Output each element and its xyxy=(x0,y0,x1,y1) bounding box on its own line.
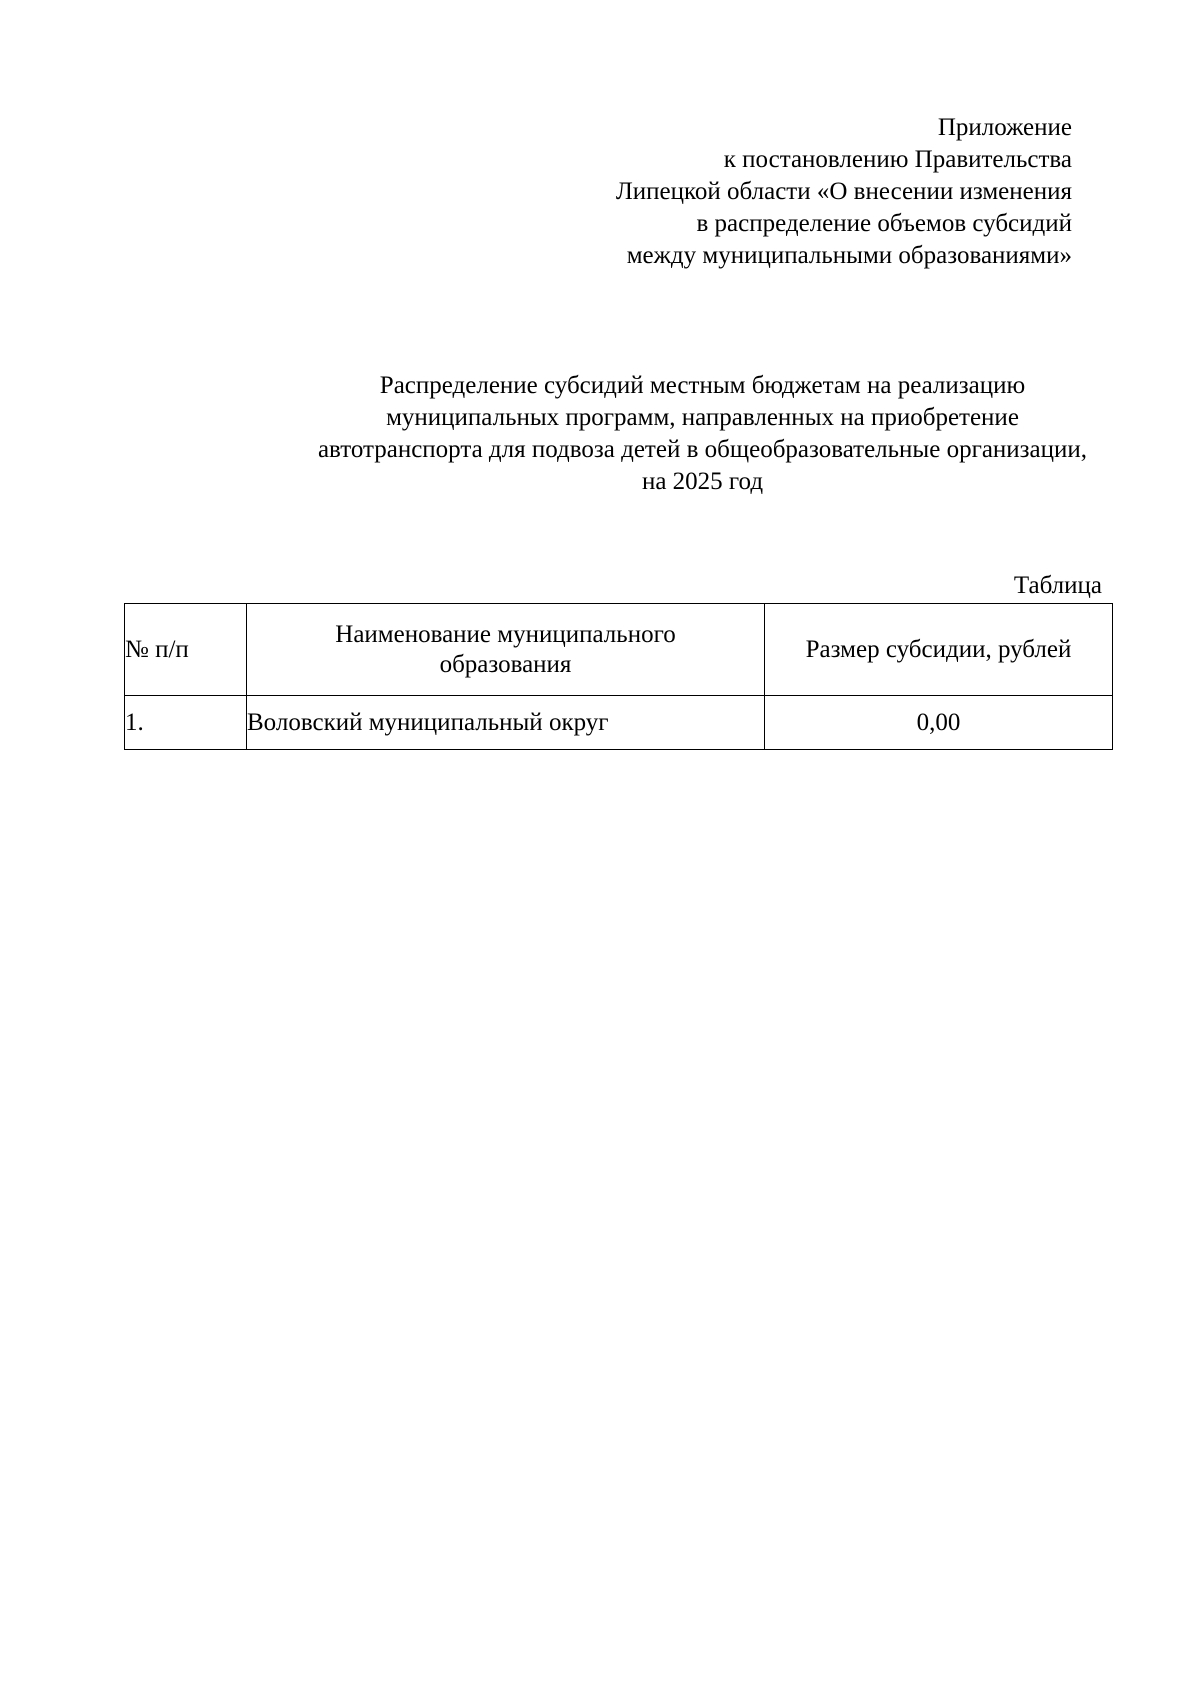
header-number: № п/п xyxy=(125,604,247,696)
title-line-1: Распределение субсидий местным бюджетам на реализацию xyxy=(379,372,1026,399)
title-line-3: автотранспорта для подвоза детей в общеобразовательные организации, xyxy=(317,436,1088,463)
header-amount: Размер субсидии, рублей xyxy=(765,604,1113,696)
annex-line-3: Липецкой области «О внесении изменения xyxy=(615,178,1072,205)
header-name xyxy=(247,604,765,696)
header-name-line-2: образования xyxy=(439,650,572,678)
header-name-line-1: Наименование муниципального xyxy=(335,620,676,648)
row-name: Воловский муниципальный округ xyxy=(247,696,765,750)
title-line-2: муниципальных программ, направленных на приобретение xyxy=(386,404,1019,431)
table-row xyxy=(125,696,1113,750)
subsidy-table xyxy=(124,603,1113,750)
document-title xyxy=(250,370,1155,498)
row-amount: 0,00 xyxy=(765,696,1113,750)
annex-line-1: Приложение xyxy=(937,114,1072,141)
table-label: Таблица xyxy=(1013,572,1102,599)
annex-header xyxy=(616,112,1072,272)
annex-line-5: между муниципальными образованиями» xyxy=(626,242,1072,269)
table-header-row xyxy=(125,604,1113,696)
title-line-4: на 2025 год xyxy=(641,468,764,495)
annex-line-2: к постановлению Правительства xyxy=(723,146,1072,173)
annex-line-4: в распределение объемов субсидий xyxy=(696,210,1072,237)
row-number: 1. xyxy=(125,696,247,750)
